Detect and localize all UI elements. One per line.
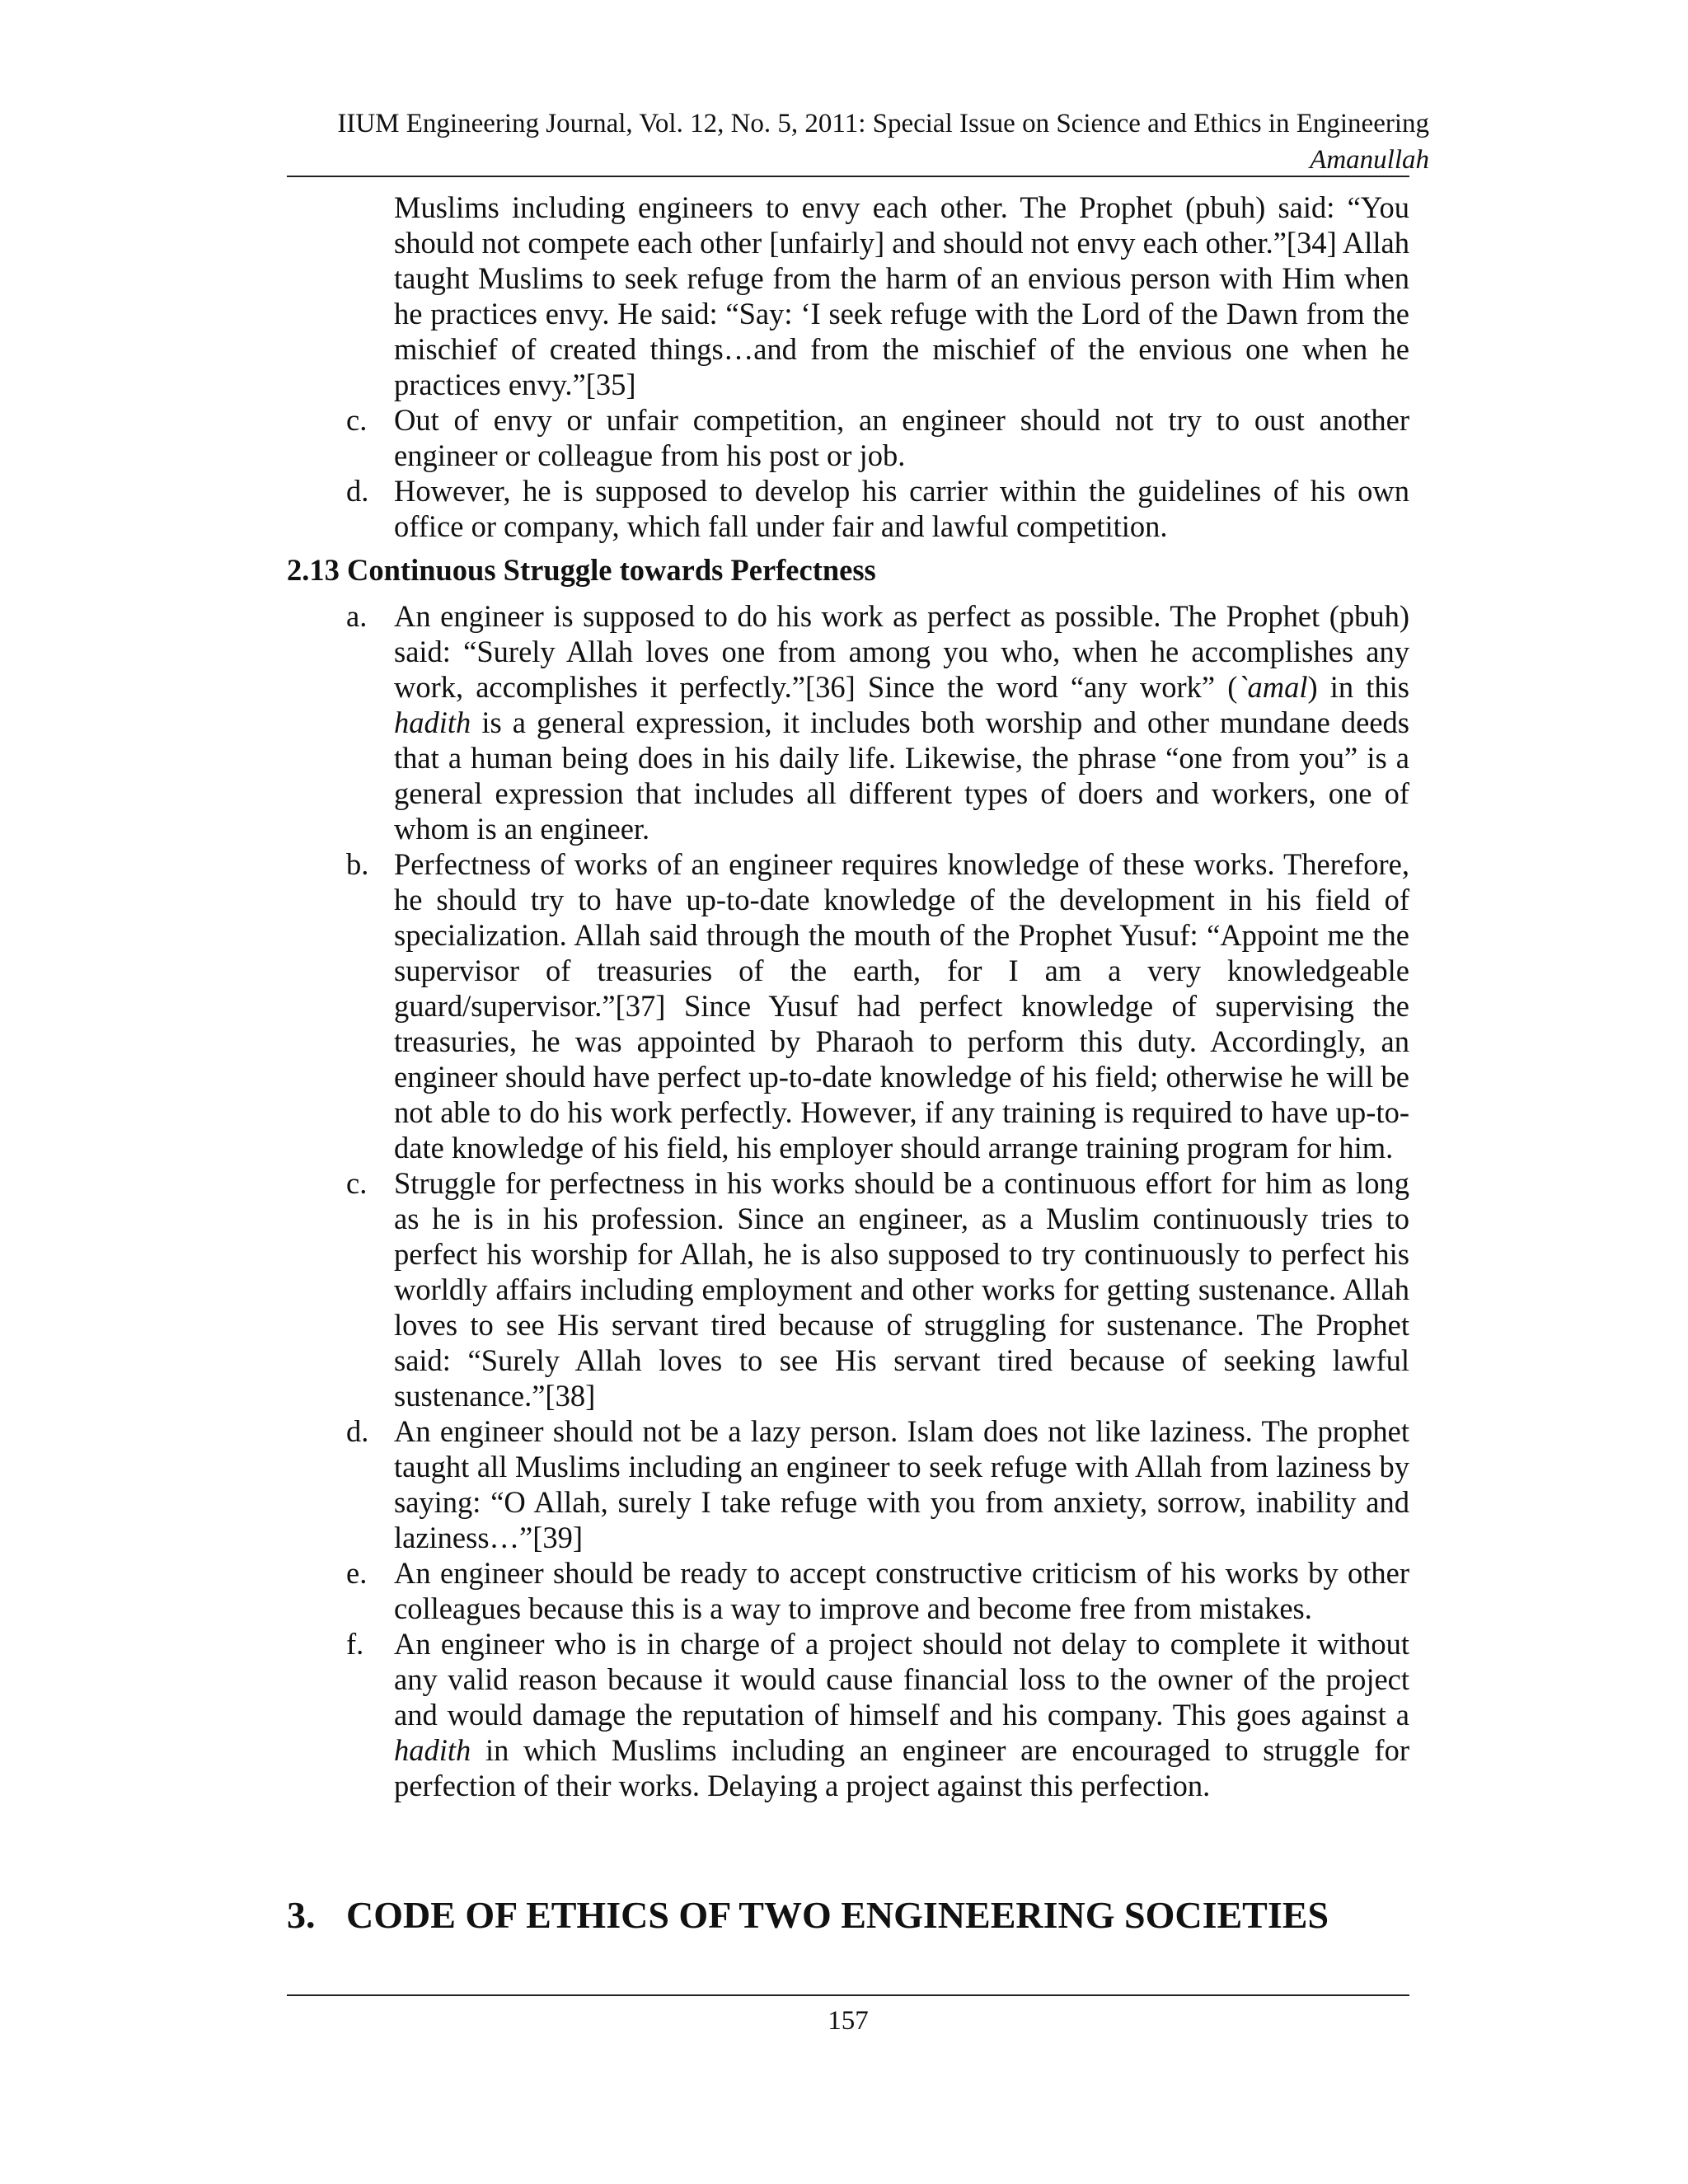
- footer-rule: [287, 1994, 1409, 1996]
- list-item-text: in which Muslims including an engineer are encouraged to struggle for perfection of their works. Delaying a project against this perfection.: [394, 1733, 1409, 1802]
- list-marker: e.: [346, 1556, 368, 1590]
- list-item-f: [287, 1626, 1409, 1803]
- list-marker: c.: [346, 403, 368, 437]
- italic-term: hadith: [394, 1733, 471, 1767]
- header-rule: [287, 176, 1409, 177]
- continued-list-item: [287, 190, 1409, 402]
- journal-citation: IIUM Engineering Journal, Vol. 12, No. 5, 2011: Special Issue on Science and Ethics in Engineering: [337, 109, 1429, 138]
- section-title: CODE OF ETHICS OF TWO ENGINEERING SOCIETIES: [346, 1894, 1329, 1936]
- list-item-text: Perfectness of works of an engineer requires knowledge of these works. Therefore, he should try to have up-to-date knowledge of the development in his field of specialization. Allah said through the mouth of the Prophet Yusuf: “Appoint me the supervisor of treasuries of the earth, for I am a very knowledgeable guard/supervisor.”[37] Since Yusuf had perfect knowledge of supervising the treasuries, he was appointed by Pharaoh to perform this duty. Accordingly, an engineer should have perfect up-to-date knowledge of his field; otherwise he will be not able to do his work perfectly. However, if any training is required to have up-to-date knowledge of his field, his employer should arrange training program for him.: [394, 847, 1409, 1165]
- subsection-heading: 2.13 Continuous Struggle towards Perfectness: [287, 553, 876, 587]
- list-item-text: An engineer should not be a lazy person. Islam does not like laziness. The prophet taught all Muslims including an engineer to seek refuge with Allah from laziness by saying: “O Allah, surely I take refuge with you from anxiety, sorrow, inability and laziness…”[39]: [394, 1414, 1409, 1554]
- list-marker: b.: [346, 847, 369, 881]
- running-header: [287, 105, 1429, 178]
- list-item-text: is a general expression, it includes both worship and other mundane deeds that a human being does in his daily life. Likewise, the phrase “one from you” is a general expression that includes all different types of doers and workers, one of whom is an engineer.: [394, 705, 1409, 846]
- list-marker: c.: [346, 1166, 368, 1200]
- italic-term: `amal: [1237, 670, 1308, 704]
- list-item-text: Struggle for perfectness in his works should be a continuous effort for him as long as he is in his profession. Since an engineer, as a Muslim continuously tries to perfect his worship for Allah, he is also supposed to try continuously to perfect his worldly affairs including employment and other works for getting sustenance. Allah loves to see His servant tired because of struggling for sustenance. The Prophet said: “Surely Allah loves to see His servant tired because of seeking lawful sustenance.”[38]: [394, 1166, 1409, 1413]
- list-item-c: [287, 1165, 1409, 1413]
- list-item-text: ) in this: [1307, 670, 1409, 704]
- list-item-d: [287, 473, 1409, 544]
- list-marker: f.: [346, 1627, 364, 1661]
- italic-term: hadith: [394, 705, 471, 739]
- section-number: 3.: [287, 1894, 316, 1936]
- list-item-e: [287, 1555, 1409, 1626]
- list-item-text: Out of envy or unfair competition, an engineer should not try to oust another engineer or colleague from his post or job.: [394, 403, 1409, 472]
- list-item-a: [287, 598, 1409, 846]
- author-name: Amanullah: [1310, 145, 1429, 175]
- list-item-text: An engineer is supposed to do his work as perfect as possible. The Prophet (pbuh) said: “Surely Allah loves one from among you who, when he accomplishes any work, accomplishes it perfectly.”[36] Since the word “any work” (: [394, 599, 1409, 704]
- list-item-d: [287, 1413, 1409, 1555]
- page-number: 157: [828, 2006, 869, 2036]
- list-item-c: [287, 402, 1409, 473]
- list-marker: d.: [346, 474, 369, 508]
- list-item-b: [287, 846, 1409, 1165]
- list-marker: a.: [346, 599, 368, 633]
- list-item-text: An engineer who is in charge of a project should not delay to complete it without any valid reason because it would cause financial loss to the owner of the project and would damage the reputation of himself and his company. This goes against a: [394, 1627, 1409, 1732]
- list-item-text: However, he is supposed to develop his carrier within the guidelines of his own office or company, which fall under fair and lawful competition.: [394, 474, 1409, 543]
- list-marker: d.: [346, 1414, 369, 1448]
- list-item-text: Muslims including engineers to envy each other. The Prophet (pbuh) said: “You should not compete each other [unfairly] and should not envy each other.”[34] Allah taught Muslims to seek refuge from the harm of an envious person with Him when he practices envy. He said: “Say: ‘I seek refuge with the Lord of the Dawn from the mischief of created things…and from the mischief of the envious one when he practices envy.”[35]: [394, 190, 1409, 401]
- section-heading: [287, 1892, 1409, 1938]
- page-body: [287, 190, 1409, 1803]
- list-item-text: An engineer should be ready to accept constructive criticism of his works by other colleagues because this is a way to improve and become free from mistakes.: [394, 1556, 1409, 1625]
